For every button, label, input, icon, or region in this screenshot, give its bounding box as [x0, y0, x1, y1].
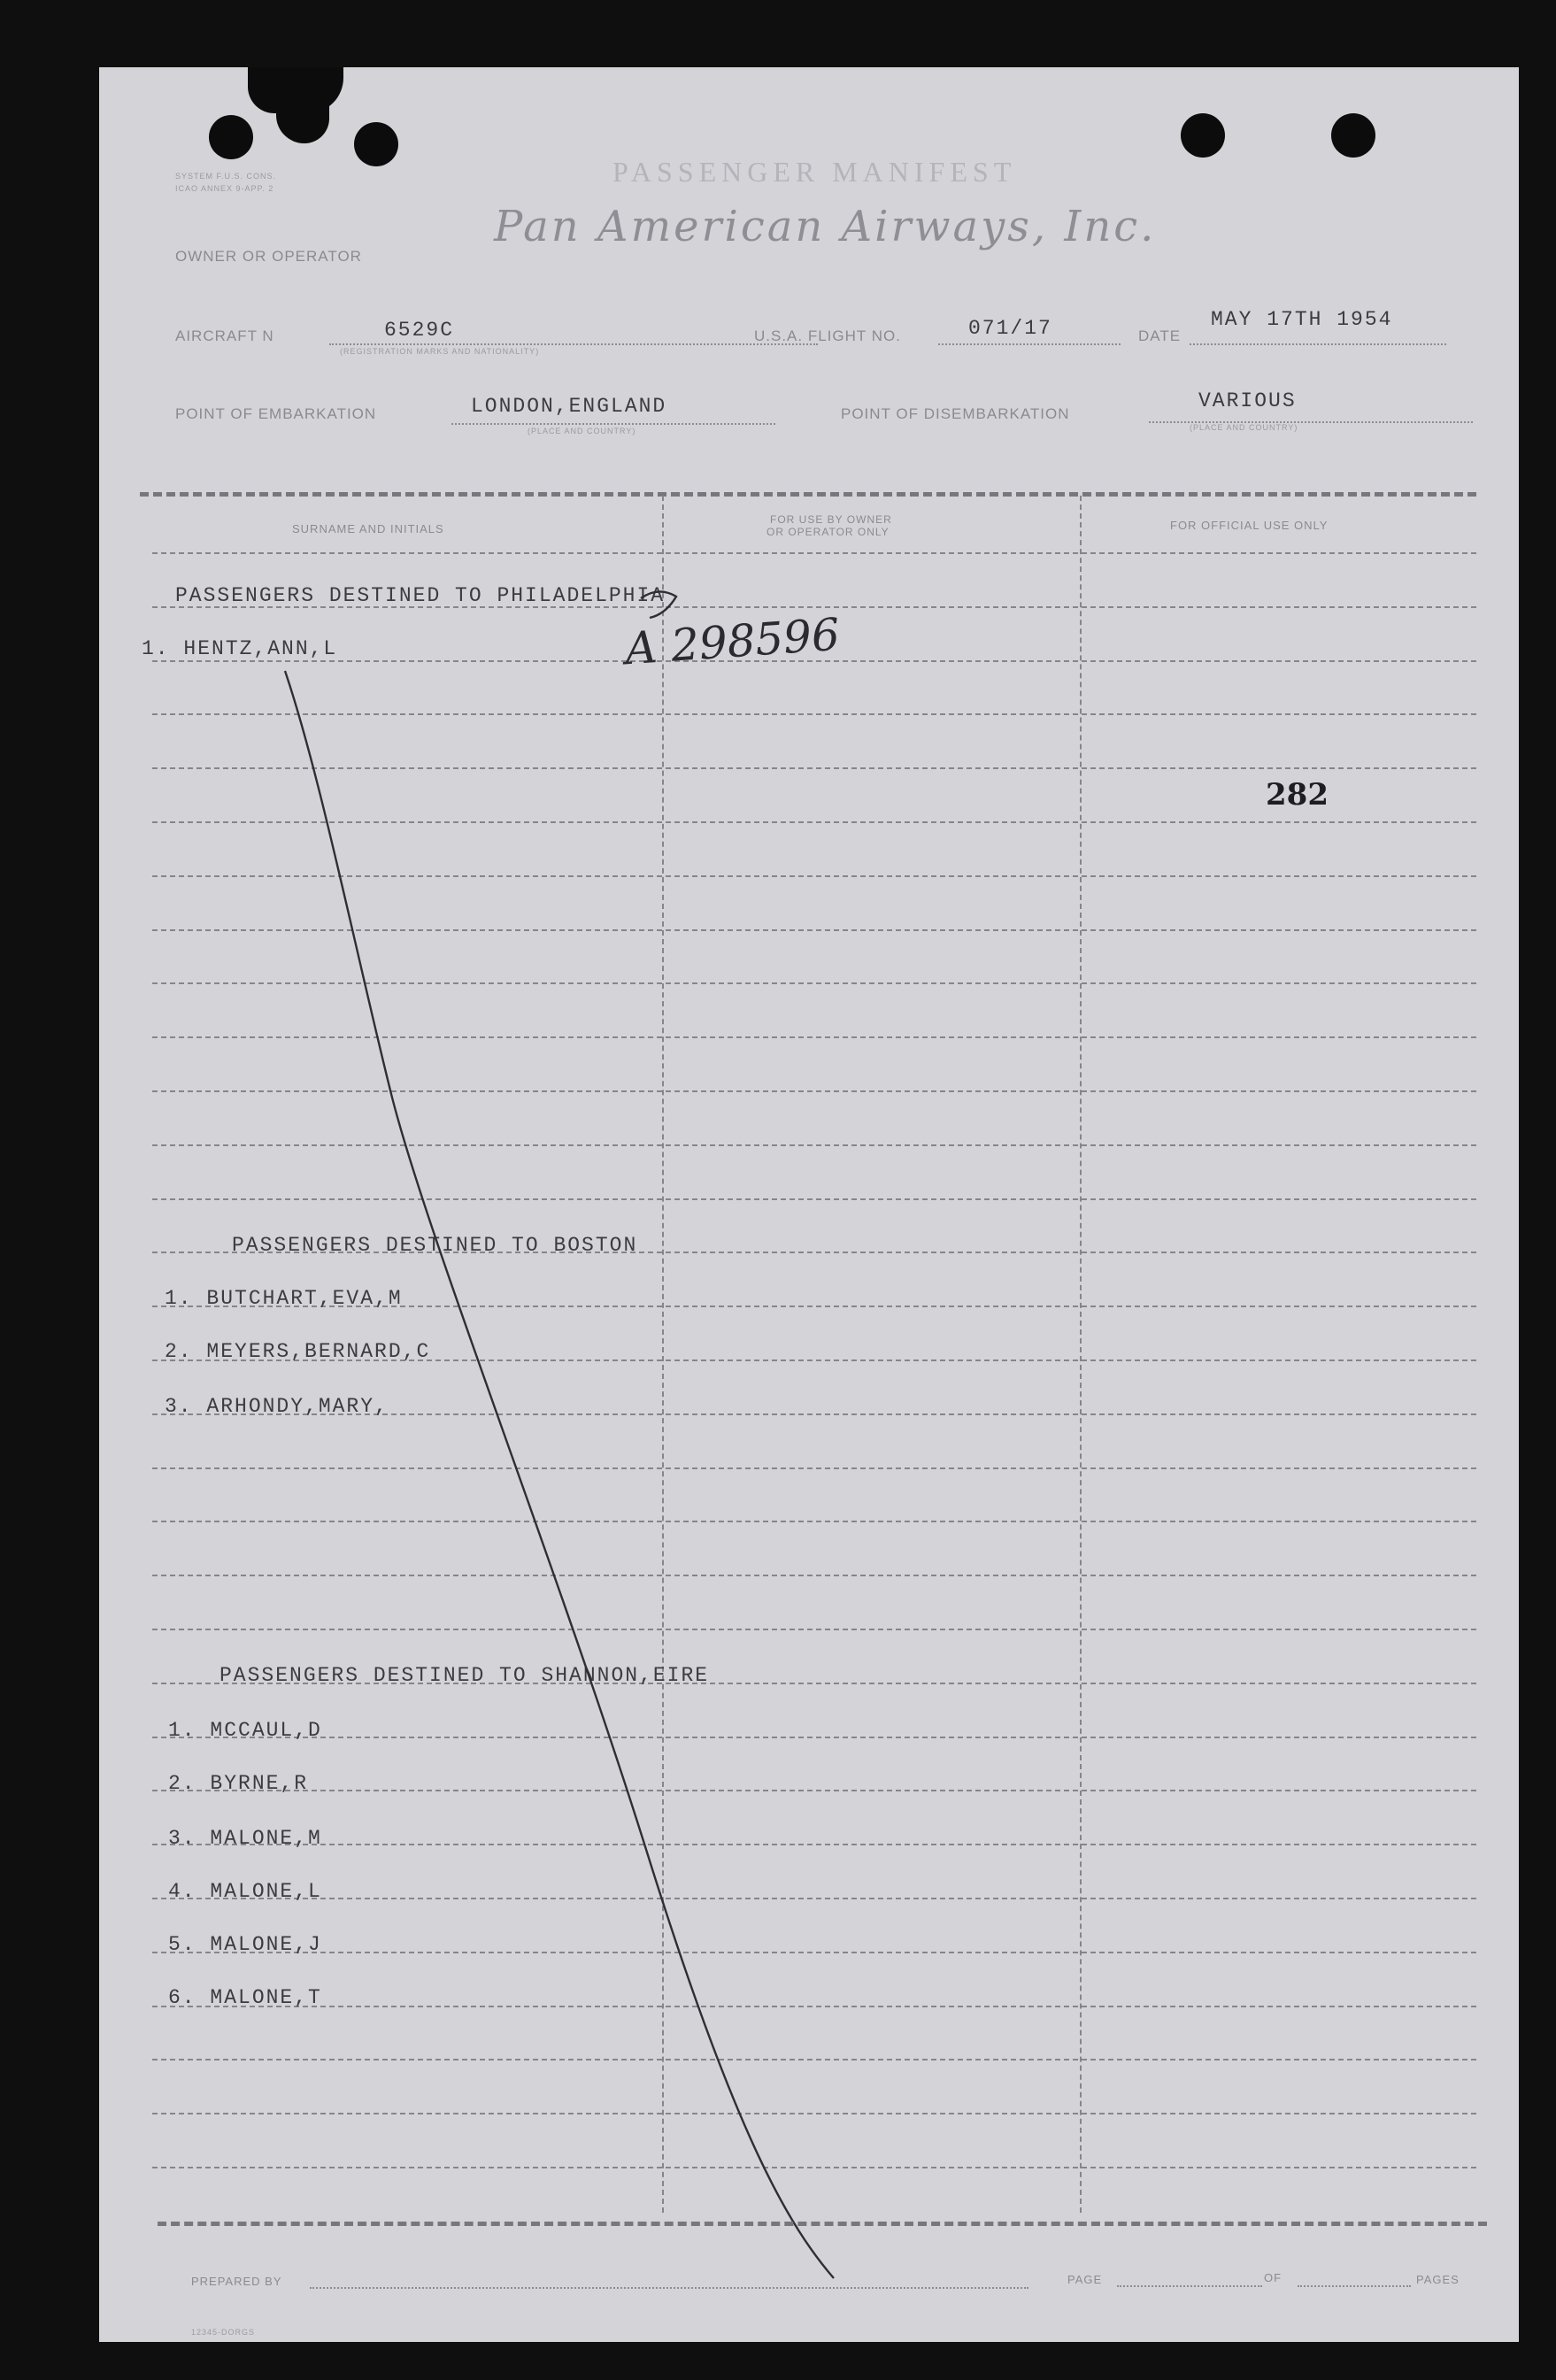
pages-label: PAGES — [1416, 2273, 1460, 2286]
manifest-page — [99, 67, 1519, 2342]
disembarkation-place-note: (PLACE AND COUNTRY) — [1190, 423, 1298, 432]
column-header-surname: SURNAME AND INITIALS — [292, 522, 444, 535]
passenger-entry: 4. MALONE,L — [168, 1880, 322, 1903]
embarkation-label: POINT OF EMBARKATION — [175, 405, 377, 422]
passenger-entry: 1. BUTCHART,EVA,M — [165, 1287, 403, 1310]
group-heading-boston: PASSENGERS DESTINED TO BOSTON — [232, 1234, 638, 1257]
embarkation-place-note: (PLACE AND COUNTRY) — [528, 427, 636, 435]
page-label: PAGE — [1067, 2273, 1103, 2286]
flight-number: 071/17 — [968, 317, 1052, 340]
disembarkation-place: VARIOUS — [1198, 389, 1297, 412]
group-heading-philadelphia: PASSENGERS DESTINED TO PHILADELPHIA — [175, 584, 666, 607]
form-code-line-1: SYSTEM F.U.S. CONS. — [175, 172, 277, 181]
disembarkation-label: POINT OF DISEMBARKATION — [841, 405, 1070, 422]
owner-operator-label: OWNER OR OPERATOR — [175, 248, 362, 265]
stamp-number: 282 — [1266, 777, 1329, 813]
aircraft-number: 6529C — [384, 319, 455, 342]
prepared-by-line — [310, 2287, 1028, 2289]
flight-label: U.S.A. FLIGHT NO. — [754, 327, 901, 344]
passenger-entry: 1. MCCAUL,D — [168, 1719, 322, 1742]
of-line — [1298, 2285, 1411, 2287]
passenger-entry: 3. MALONE,M — [168, 1827, 322, 1850]
column-header-owner-line-2: OR OPERATOR ONLY — [766, 526, 890, 538]
aircraft-label: AIRCRAFT N — [175, 327, 274, 344]
registration-note: (REGISTRATION MARKS AND NATIONALITY) — [340, 347, 540, 356]
column-header-owner-line-1: FOR USE BY OWNER — [770, 513, 892, 526]
of-label: OF — [1264, 2271, 1283, 2284]
passenger-entry: 3. ARHONDY,MARY, — [165, 1395, 389, 1418]
table-bottom-rule — [158, 2222, 1487, 2226]
footer-code: 12345-DORGS — [191, 2328, 256, 2337]
form-code-line-2: ICAO ANNEX 9-APP. 2 — [175, 184, 274, 193]
embarkation-place: LONDON,ENGLAND — [471, 395, 667, 418]
pen-stroke-line — [285, 671, 834, 2278]
pen-stroke-scribble — [641, 591, 676, 618]
passenger-entry: 5. MALONE,J — [168, 1933, 322, 1956]
page-line — [1117, 2285, 1262, 2287]
date-label: DATE — [1138, 327, 1182, 344]
pen-stroke — [99, 67, 1519, 2342]
passenger-entry: 1. HENTZ,ANN,L — [142, 637, 338, 660]
form-title: PASSENGER MANIFEST — [612, 156, 1017, 188]
manifest-date: MAY 17TH 1954 — [1211, 308, 1393, 331]
group-heading-shannon: PASSENGERS DESTINED TO SHANNON,EIRE — [220, 1664, 710, 1687]
passenger-entry: 2. MEYERS,BERNARD,C — [165, 1340, 431, 1363]
passenger-entry: 6. MALONE,T — [168, 1986, 322, 2009]
handwritten-annotation: A 298596 — [623, 608, 842, 675]
company-name: Pan American Airways, Inc. — [494, 202, 1157, 251]
column-header-official: FOR OFFICIAL USE ONLY — [1170, 519, 1329, 532]
passenger-entry: 2. BYRNE,R — [168, 1772, 309, 1795]
prepared-by-label: PREPARED BY — [191, 2275, 282, 2288]
